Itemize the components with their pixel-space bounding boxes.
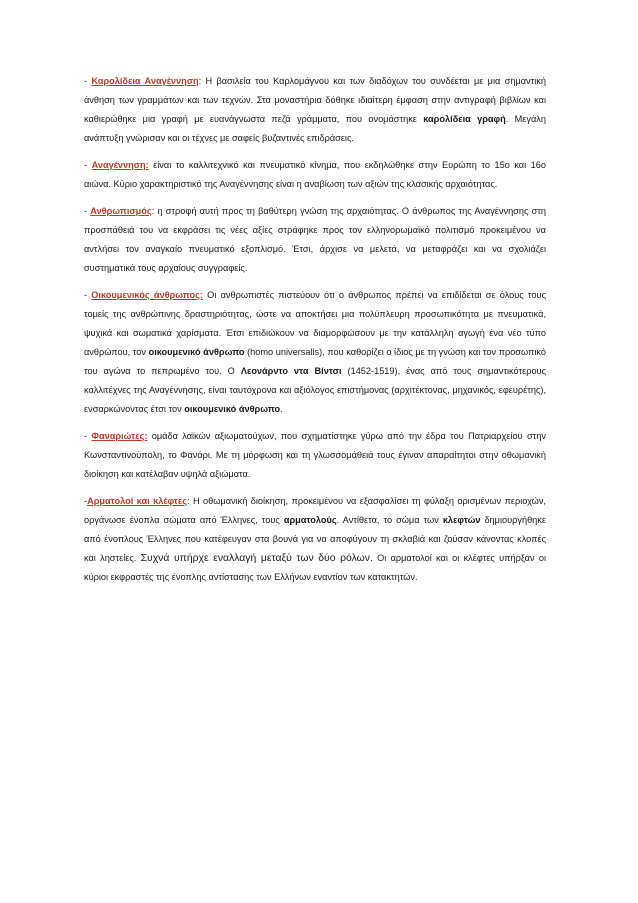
bold-term: κλεφτών: [442, 515, 481, 525]
bullet-dash: -: [84, 160, 92, 170]
paragraph-renaissance: [84, 156, 546, 194]
paragraph-humanism: [84, 202, 546, 278]
definition-text: ομάδα λαϊκών αξιωματούχων, που σχηματίστηκε γύρω από την έδρα του Πατριαρχείου στην Κωνσταντινούπολη, το Φανάρι. Με τη μόρφωση και τη γλωσσομάθειά τους έγιναν απαραίτητοι στην οθωμανική διοίκηση και κατέλαβαν υψηλά αξιώματα.: [84, 431, 546, 479]
definition-text: (1452-1519), ένας από τους σημαντικότερους καλλιτέχνες της Αναγέννησης, είναι ταυτόχρονα και αξιόλογος επιστήμονας (αρχιτέκτονας, μηχανικός, εφευρέτης), ενσαρκώνοντας έτσι τον: [84, 366, 547, 414]
definition-text: Συχνά υπήρχε εναλλαγή μεταξύ των δύο ρόλων.: [140, 553, 373, 564]
bullet-dash: -: [84, 496, 88, 506]
bullet-dash: -: [84, 431, 92, 441]
definition-text: . Αντίθετα, το σώμα των: [336, 515, 443, 525]
paragraph-universal-man: [84, 286, 546, 419]
definition-text: Οι ανθρωπιστές πιστεύουν ότι ο άνθρωπος πρέπει να επιδίδεται σε όλους τους τομείς της ανθρώπινης δραστηριότητας, ώστε να αποκτήσει μια πολύπλευρη προσωπικότητα με πνευματικά, ψυχικά και σωματικά χαρίσματα. Έτσι επιδιώκουν να διαμορφώσουν με την κατάλληλη αγωγή ένα νέο τύπο ανθρώπου, τον: [84, 290, 546, 357]
bullet-dash: -: [84, 290, 92, 300]
bold-term: καρολίδεια γραφή: [423, 114, 506, 124]
bullet-dash: -: [84, 76, 92, 86]
definition-text: Οι αρματολοί και οι κλέφτες υπήρξαν οι κύριοι εκφραστές της ένοπλης αντίστασης των Ελλήνων εναντίον των κατακτητών.: [84, 553, 547, 582]
definition-text: .: [280, 404, 283, 414]
bullet-dash: -: [84, 206, 91, 216]
term-phanariots: Φαναριώτες:: [91, 431, 148, 441]
bold-term: οικουμενικό άνθρωπο: [184, 404, 281, 414]
definition-text: είναι το καλλιτεχνικό και πνευματικό κίνημα, που εκδηλώθηκε στην Ευρώπη το 15ο και 16ο αιώνα. Κύριο χαρακτηριστικό της Αναγέννησης είναι η αναβίωση των αξιών της κλασικής αρχαιότητας.: [84, 160, 546, 189]
term-universal-man: Οικουμενικός άνθρωπος:: [91, 290, 203, 300]
bold-term: Λεονάρντο ντα Βίντσι: [240, 366, 342, 376]
definition-text: (homo universalis), που καθορίζει ο ίδιος με τη γνώση και τον προσωπικό του αγώνα το πεπρωμένο του. Ο: [84, 347, 546, 376]
document-page: [84, 72, 546, 595]
bold-term: αρματολούς: [283, 515, 337, 525]
definition-text: : η στροφή αυτή προς τη βαθύτερη γνώση της αρχαιότητας. Ο άνθρωπος της Αναγέννησης στη προσπάθειά του να εκφράσει τις νέες αξίες στράφηκε προς τον ελληνορωμαϊκό πολιτισμό προκειμένου να αντλήσει τον αναγκαίο πνευματικό εξοπλισμό. Έτσι, άρχισε να μελετά, να μεταφράζει και να σχολιάζει συστηματικά τους αρχαίους συγγραφείς.: [84, 206, 546, 273]
definition-text: : Η οθωμανική διοίκηση, προκειμένου να εξασφαλίσει τη φύλαξη ορισμένων περιοχών, οργάνωσε ένοπλα σώματα από Έλληνες, τους: [84, 496, 546, 525]
paragraph-armatoloi-klephts: [84, 492, 546, 587]
paragraph-phanariots: [84, 427, 546, 484]
definition-text: . Μεγάλη ανάπτυξη γνώρισαν και οι τέχνες με σαφείς βυζαντινές επιδράσεις.: [84, 114, 546, 143]
term-armatoloi-klephts: Αρματολοί και κλέφτες: [87, 496, 188, 506]
term-renaissance: Αναγέννηση:: [91, 160, 149, 170]
term-humanism: Ανθρωπισμός: [90, 206, 152, 216]
bold-term: οικουμενικό άνθρωπο: [148, 347, 245, 357]
term-carolingian-renaissance: Καρολίδεια Αναγέννηση: [91, 76, 199, 86]
paragraph-carolingian-renaissance: [84, 72, 546, 148]
definition-text: : Η βασιλεία του Καρλομάγνου και των διαδόχων του συνδέεται με μια σημαντική άνθηση των γραμμάτων και των τεχνών. Στα μοναστήρια δόθηκε ιδιαίτερη έμφαση στην αντιγραφή βιβλίων και καθιερώθηκε μια γραφή με ευανάγνωστα πεζά γράμματα, που ονομάστηκε: [84, 76, 546, 124]
definition-text: δημιουργήθηκε από ένοπλους Έλληνες που κατέφευγαν στα βουνά για να αποφύγουν τη σκλαβιά και ζούσαν κάνοντας κλοπές και ληστείες.: [84, 515, 546, 563]
